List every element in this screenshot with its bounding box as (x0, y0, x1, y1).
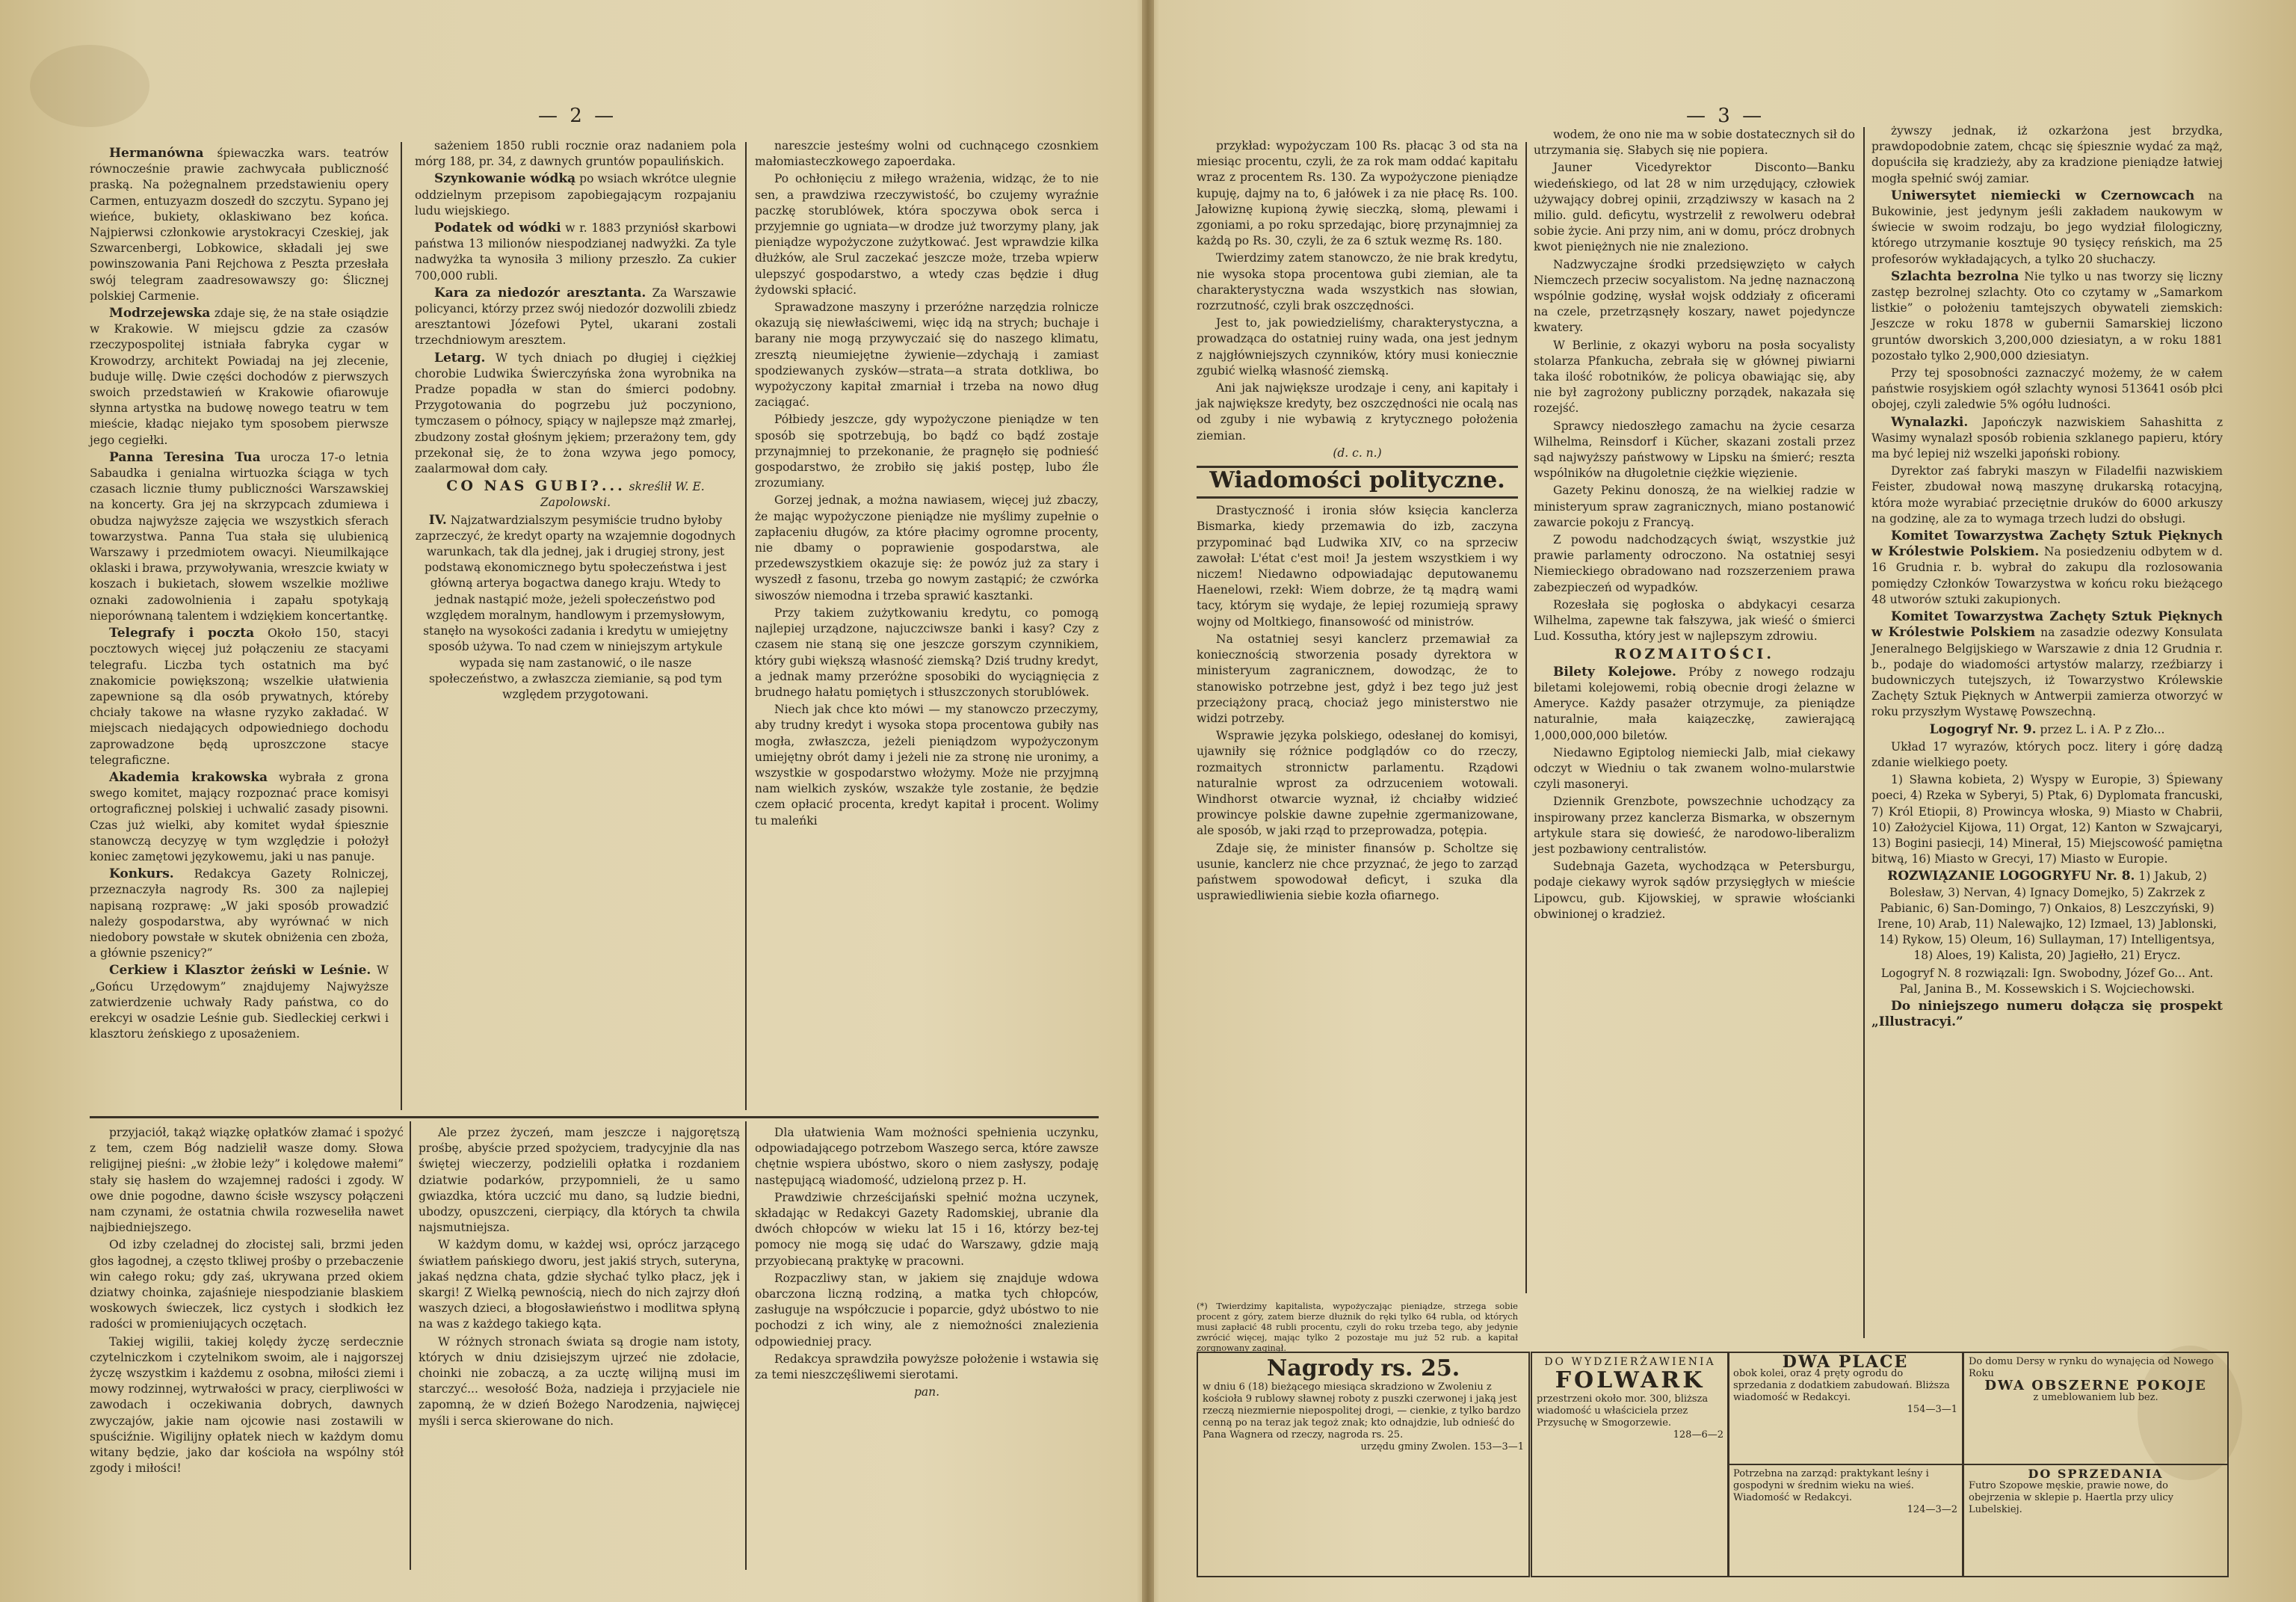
right-column-1 (1197, 138, 1518, 1312)
article-text: Jest to, jak powiedzieliśmy, charakterystyczna, a prowadząca do ostatniej ruiny wada, ona jest jednym z najgłówniejszych czynników, który musi koniecznie zgubić wielką własność ziemską. (1197, 316, 1518, 378)
article-text: Układ 17 wyrazów, których pocz. litery i górę dadzą zdanie wielkiego poety. (1871, 739, 2223, 769)
article-paragraph (1534, 127, 1855, 158)
left-column-1 (90, 146, 389, 1110)
article-paragraph (90, 963, 389, 1042)
article-heading: Uniwersytet niemiecki w Czernowcach (1891, 188, 2195, 203)
article-text: Rozpaczliwy stan, w jakiem się znajduje wdowa obarczona liczną rodziną, a matka tych chłopców, zasługuje na współczucie i poparcie, gdyż ubóstwo to nie pochodzi z ich winy, ale z niemożności znalezienia odpowiedniej pracy. (755, 1271, 1099, 1349)
ad-staff (1727, 1464, 1963, 1577)
article-paragraph (1871, 415, 2223, 463)
column-rule (1863, 127, 1865, 1338)
ad-reward (1197, 1352, 1530, 1577)
article-text: W każdym domu, w każdej wsi, oprócz jarzącego światłem pańskiego dworu, jest jakiś strych, suteryna, jakaś nędzna chata, gdzie słychać tylko płacz, jęk i skargi! Z Wielką pewnością, niech do nich zajrzy dłoń waszych dzieci, a błogosławieństwo i modlitwa spłyną na was z każdego takiego kąta. (419, 1238, 740, 1331)
article-text: W różnych stronach świata są drogie nam istoty, których w dniu dzisiejszym ujrzeć nie zdołacie, choinki nie zobaczą, a za ucztę wilijną musi im starczyć... wesołość Boża, nadzieja i przyjaciele nie zapomną, że w dzień Bożego Narodzenia, najwięcej myśli i serca skierowane do nich. (419, 1334, 740, 1428)
article-paragraph (1534, 745, 1855, 793)
column-rule (1525, 142, 1527, 1293)
article-paragraph (1197, 841, 1518, 905)
ad-place-text: obok kolei, oraz 4 pręty ogrodu do sprzedania z dodatkiem zabudowań. Bliższa wiadomość w Redakcyi. (1733, 1368, 1950, 1403)
article-text: Takiej wigilii, takiej kolędy życzę serdecznie czytelniczkom i czytelnikom swoim, ale i najgorszej życzę wszystkim i każdemu z osobna, miłości ziemi i mowy rodzinnej, wytrwałości w pracy, cierpliwości w zawodach i oczekiwania dobrych, dawnych zwyczajów, jakie nam ojcowie nasi zostawili w spuściźnie. Wigilijny opłatek niech w każdym domu witany będzie, jako dar kościoła na wspólny stół zgody i miłości! (90, 1334, 404, 1476)
article-paragraph (1534, 532, 1855, 596)
article-text: skreślił W. E. Zapolowski. (540, 480, 705, 510)
ad-sale-title: DO SPRZEDANIA (2028, 1467, 2164, 1481)
article-paragraph (90, 866, 389, 961)
article-paragraph (90, 1125, 404, 1236)
page-number: — 2 — (538, 105, 617, 127)
article-paragraph (90, 1237, 404, 1332)
article-text: W Berlinie, z okazyi wyboru na posła socyalisty stolarza Pfankucha, zebrała się w głównej piwiarni taka ilość robotników, że policya obawiając się, aby nie był zagrożony publiczny porządek, nakazała się rozejść. (1534, 338, 1855, 416)
article-paragraph (755, 1271, 1099, 1350)
article-paragraph (419, 1334, 740, 1429)
article-text: W tych dniach po długiej i ciężkiej chorobie Ludwika Świerczyńska żona wyrobnika na Pradze popadła w stan do śmierci podobny. Przygotowania do pogrzebu już poczyniono, tymczasem o północy, spiący w najlepsze mąż zmarłej, zbudzony został głośnym jękiem; przerażony tem, gdy przekonał się, że to żona wzywa jego pomocy, zaalarmował dom cały. (415, 351, 736, 476)
article-heading: IV. (428, 512, 447, 528)
article-heading: Cerkiew i Klasztor żeński w Leśnie. (109, 963, 371, 979)
column-rule (745, 1121, 747, 1570)
article-paragraph (415, 513, 736, 703)
article-paragraph (419, 1237, 740, 1332)
article-paragraph (90, 1334, 404, 1477)
article-text: nareszcie jesteśmy wolni od cuchnącego czosnkiem małomiasteczkowego zapoerdaka. (755, 139, 1099, 169)
ad-reward-text: w dniu 6 (18) bieżącego miesiąca skradziono w Zwoleniu z kościoła 9 rublowy sławnej roboty z puszki czerwonej i jaką jest rzeczą niezmiernie niepospolitej drogi, — cienkie, z tylko bardzo cenną po na teraz jak tegoż znak; kto odnajdzie, lub odnieść do Pana Wagnera od rzeczy, nagroda rs. 25. (1203, 1381, 1521, 1441)
ad-rooms-title: DWA OBSZERNE POKOJE (1984, 1378, 2207, 1393)
right-page (1148, 0, 2296, 1602)
article-text: zdaje się, że na stałe osiądzie w Krakowie. W miejscu gdzie za czasów rzeczypospolitej istniała fabryka cygar w Krowodrzy, architekt Powiadaj na jej zlecenie, buduje willę. Dwie części dochodów z pierwszych swoich przedstawień w Krakowie ofiarowuje słynna artystka na budowę nowego teatru w tem mieście, kładąc niejako tym sposobem pierwsze jego cegiełki. (90, 306, 389, 447)
article-text: Przy tej sposobności zaznaczyć możemy, że w całem państwie rosyjskiem ogół szlachty wynosi 513641 osób płci obojej, czyli zaledwie 5% ogółu ludności. (1871, 366, 2223, 412)
article-paragraph (1871, 366, 2223, 413)
ad-reward-title: Nagrody rs. 25. (1266, 1355, 1460, 1381)
article-text: Redakcya sprawdziła powyższe położenie i wstawia się za temi nieszczęśliwemi sierotami. (755, 1352, 1099, 1382)
article-text: Z powodu nadchodzących świąt, wszystkie już prawie parlamenty odroczono. Na ostatniej sesyi Niemieckiego obradowano nad rozszerzeniem prawa zabezpieczeń od wypadków. (1534, 533, 1855, 594)
article-text: Niech jak chce kto mówi — my stanowczo przeczymy, aby trudny kredyt i wysoka stopa procentowa gubiły nas mogła, zwłaszcza, jeżeli pieniądzom wypożyczonym umiejętny obrót damy i jeżeli nie za stronę nie uronimy, a wszystkie w gospodarstwo włożymy. Może nie przyjmną nam wielkich zysków, wszakże tyle zostanie, że będzie czem opłacić procenta, kredyt kapitał i procent. Wolimy tu maleńki (755, 703, 1099, 828)
article-heading: CO NAS GUBI?... (446, 478, 626, 495)
article-text: Gorzej jednak, a można nawiasem, więcej już zbaczy, że mając wypożyczone pieniądze nie myślimy zupełnie o zapłaceniu długów, za które płacimy ogromne procenty, nie dbamy o poprawienie gospodarstwa, ale przedewszystkiem okazuje się: że powóz już za stary i wyszedł z fasonu, trzeba go nowym zastąpić; że czwórka siwoszów niemodna i trzeba sprawić kasztanki. (755, 493, 1099, 603)
left-column-2 (415, 138, 736, 1110)
article-text: urocza 17-o letnia Sabaudka i genialna wirtuozka ściąga w tych czasach licznie tłumy publiczności Warszawskiej na koncerty. Gra jej na skrzypcach zdumiewa i obudza najwyższe zajęcia we wszystkich sferach towarzystwa. Panna Tua stała się ulubienicą Warszawy i przedmiotem owacyi. Nieumilkające oklaski i brawa, przywoływania, wreszcie kwiaty w koszach i bukietach, słowem wszelkie możliwe oznaki zadowolnienia i zapału spotykają nieporównaną talentem i wdziękiem koncertantkę. (90, 450, 389, 623)
article-text: pan. (913, 1385, 940, 1399)
ad-folwark-pre: DO WYDZIERŻAWIENIA (1544, 1356, 1716, 1368)
article-text: Drastyczność i ironia słów księcia kanclerza Bismarka, kiedy przemawia do izb, zaczyna przypominać bąd Ludwika XIV, co na sprzeciw zawołał: L'état c'est moi! Ja jestem wszystkiem i wy niczem! Niedawno odpowiadając deputowanemu Haenelowi, rzekł: Wiem dobrze, że tą mądrą wami tacy, którym się wydaje, że lepiej rozumieją sprawy wojny od Moltkiego, finansowość od ministrów. (1197, 504, 1518, 629)
article-paragraph (90, 146, 389, 304)
article-text: na Bukowinie, jest jedynym jeśli zakładem naukowym w świecie w swoim rodzaju, bo jego wydział filologiczny, którego utrzymanie kosztuje 90 tysięcy reńskich, ma 25 profesorów wykładających, a tylko 20 słuchaczy. (1871, 188, 2223, 266)
article-paragraph (90, 306, 389, 449)
article-heading: Do niniejszego numeru dołącza się prospekt „Illustracyi.” (1871, 998, 2223, 1030)
article-paragraph (1534, 257, 1855, 336)
article-text: Jauner Vicedyrektor Disconto—Banku wiedeńskiego, od lat 28 w nim urzędujący, człowiek używający dobrej opinii, zrządziwszy w kasach na 2 milio. guld. deficytu, wystrzelił z rewolweru odebrał sobie życie. Ani przy nim, ani w domu, prócz drobnych kwot pieniężnych nie nie znaleziono. (1534, 161, 1855, 254)
article-text: Dla ułatwienia Wam możności spełnienia uczynku, odpowiadającego potrzebom Waszego serca, które zawsze chętnie wspiera ubóstwo, skoro o niem zasłyszy, podaję następującą wiadomość, udzieloną przez p. H. (755, 1126, 1099, 1187)
article-paragraph (1534, 665, 1855, 744)
right-column-2 (1534, 127, 1855, 1338)
article-text: Wsprawie języka polskiego, odesłanej do komisyi, ujawniły się różnice podglądów co do rzeczy, rozmaitych stronnictw parlamentu. Rządowi naturalnie wprost za odrzuceniem wotowali. Windhorst otwarcie wyznał, iż chciałby widzieć prowincye polskie dawne zupełnie zgermanizowane, ale sposób, w jaki rząd to przeprowadza, potępia. (1197, 729, 1518, 838)
article-paragraph (1871, 722, 2223, 738)
article-paragraph (1197, 466, 1518, 499)
article-text: Po ochłonięciu z miłego wrażenia, widząc, że to nie sen, a prawdziwa rzeczywistość, bo czujemy wyraźnie paczkę storublówek, która spoczywa obok serca i przyjemnie go ugniata—w drodze już tworzymy plany, jak pieniądze wypożyczone zużytkować. Jest wprawdzie kilka dłużków, ale Srul zaczekać jeszcze może, trzeba wpierw ulepszyć gospodarstwo, a wtedy czas będzie i dług żydowski spłacić. (755, 172, 1099, 297)
ad-rooms-text: Do domu Dersy w rynku do wynajęcia od Nowego Roku (1969, 1356, 2214, 1379)
article-paragraph (1534, 483, 1855, 531)
article-heading: Wiadomości polityczne. (1209, 467, 1505, 494)
article-paragraph (1197, 503, 1518, 630)
article-paragraph (1534, 794, 1855, 857)
article-heading: Szynkowanie wódką (434, 171, 576, 187)
article-heading: Kara za niedozór aresztanta. (434, 285, 646, 301)
article-paragraph (415, 478, 736, 511)
article-paragraph (1871, 609, 2223, 720)
article-paragraph (1197, 632, 1518, 727)
article-text: wodem, że ono nie ma w sobie dostatecznych sił do utrzymania się. Słabych się nie popiera. (1534, 128, 1855, 158)
article-paragraph (415, 351, 736, 478)
ad-place-num: 154—3—1 (1907, 1404, 1957, 1415)
article-heading: Telegrafy i poczta (109, 626, 255, 641)
article-text: przyjaciół, takąż wiązkę opłatków złamać i spożyć z tem, czem Bóg nadzielił wasze domy. Słowa religijnej pieśni: „w żłobie leży” i kolędowe małemi” stały się hasłem do wzajemnej radości i zgody. W owe dnie pogodne, dawno ścisłe wszyscy połączeni nam czynami, że ostatnia chwila rozweseliła nawet najbiedniejszego. (90, 1126, 404, 1235)
article-text: Nie tylko u nas tworzy się liczny zastęp bezrolnej szlachty. Oto co czytamy w „Samarkom listkie” o położeniu tamtejszych obywateli ziemskich: Jeszcze w roku 1878 w gubernii Samarskiej liczono gruntów dworskich 3,200,000 dziesiatyn, a w roku 1881 pozostało tylko 2,900,000 dziesiatyn. (1871, 269, 2224, 363)
article-paragraph (1871, 463, 2223, 527)
article-paragraph (1871, 966, 2223, 997)
article-paragraph (1534, 338, 1855, 417)
article-text: 1) Sławna kobieta, 2) Wyspy w Europie, 3) Śpiewany poeci, 4) Rzeka w Syberyi, 5) Ptak, 6) Dyplomata francuski, 7) Król Etiopii, 8) Prowincya włoska, 9) Miasto w Chabrii, 10) Założyciel Kijowa, 11) Orgat, 12) Kanton w Szwajcaryi, 13) Bogini pasiecji, 14) Minerał, 15) Miejscowość pamiętna bitwą, 16) Miasto w Grecyi, 17) Miasto w Europie. (1871, 773, 2223, 866)
article-text: śpiewaczka wars. teatrów równocześnie prawie zachwycała publiczność praską. Na pożegnalnem przedstawieniu opery Carmen, entuzyazm doszedł do szczytu. Sypano jej wieńce, bukiety, oklaskiwano bez końca. Najpierwsi członkowie arystokracyi Czeskiej, jak Szwarcenbergi, Lobkowice, składali jej swe powinszowania Pani Rejchowa z Peszta przesłała swój telegram zaadresowawszy go: Ślicznej polskiej Carmenie. (90, 147, 389, 303)
article-heading: Panna Teresina Tua (109, 449, 261, 465)
ad-folwark-text: przestrzeni około mor. 300, bliższa wiadomość u właściciela przez Przysuchę w Smogorzewie. (1537, 1393, 1709, 1429)
article-text: Ani jak największe urodzaje i ceny, ani kapitały i jak największe kredyty, bez oszczędności nie ocalą nas od zguby i nie wybawią z krytycznego położenia ziemian. (1197, 381, 1518, 443)
article-paragraph (419, 1125, 740, 1236)
article-text: Za Warszawie policyanci, którzy przez swój niedozór dozwolili zbiedz aresztantowi Józefowi Pytel, ukarani zostali trzechdniowym aresztem. (415, 286, 736, 348)
article-heading: Letarg. (434, 350, 486, 366)
article-heading: ROZWIĄZANIE LOGOGRYFU Nr. 8. (1887, 869, 2135, 884)
article-paragraph (415, 138, 736, 170)
article-paragraph (1871, 123, 2223, 187)
article-text: Najzatwardzialszym pesymiście trudno byłoby zaprzeczyć, że kredyt oparty na wzajemnie dogodnych warunkach, tak dla jednej, jak i drugiej strony, jest podstawą ekonomicznego bytu społeczeństwa i jest główną arterya bogactwa danego kraju. Wtedy to jednak nastąpić może, jeżeli społeczeństwo pod względem moralnym, handlowym i przemysłowym, stanęło na wysokości zadania i kredytu w umiejętny sposób używa. To nad czem w niniejszym artykule wypada się nam zastanowić, o ile nasze społeczeństwo, a zwłaszcza ziemianie, są pod tym względem przygotowani. (415, 513, 736, 701)
article-text: Na posiedzeniu odbytem w d. 16 Grudnia r. b. wybrał do zakupu dla rozlosowania pomiędzy Członków Towarzystwa w końcu roku bieżącego 48 utworów sztuki zakupionych. (1871, 545, 2223, 606)
article-paragraph (1197, 728, 1518, 839)
left-bottom-column-3 (755, 1125, 1099, 1566)
article-text: Dziennik Grenzbote, powszechnie uchodzący za inspirowany przez kanclerza Bismarka, w obszernym artykule stara się dowieść, że narodowo-liberalizm jest pozbawiony centralistów. (1534, 795, 1855, 856)
article-paragraph (755, 702, 1099, 829)
article-text: Około 150, stacyi pocztowych więcej już połączeniu ze stacyami telegrafu. Liczba tych ostatnich ma być znakomicie powiększoną; wszelkie ułatwienia zapewnione są dla osób prywatnych, któreby chciały takowe na własne ryzyko zakładać. W miejscach niedających odpowiedniego dochodu zaprowadzone będą uproszczone stacye telegraficzne. (90, 626, 389, 767)
horizontal-rule (90, 1116, 1099, 1118)
article-heading: Logogryf Nr. 9. (1929, 721, 2037, 737)
ad-sale-text: Futro Szopowe męskie, prawie nowe, do obejrzenia w sklepie p. Haertla przy ulicy Lubelskiej. (1969, 1480, 2174, 1515)
article-paragraph (1871, 772, 2223, 867)
ad-folwark (1531, 1352, 1729, 1577)
article-paragraph (1197, 381, 1518, 444)
ad-folwark-num: 128—6—2 (1673, 1429, 1723, 1441)
article-text: po wsiach wkrótce ulegnie oddzielnym przepisom zapobiegającym rozpajaniu ludu wiejskiego. (415, 172, 736, 218)
ad-sale (1963, 1464, 2229, 1577)
footnote: (*) Twierdzimy kapitalista, wypożyczając pieniądze, strzega sobie procent z góry, zatem bierze dłużnik do ręki tylko 64 rubla, od których musi zapłacić 48 rubli procentu, czyli do roku trzeba tego, aby jedynie zwrócić więcej, mając tylko 2 pozostaje mu już 52 rub. a kapitał zorgnowany zaginął. (1197, 1301, 1518, 1353)
article-text: (d. c. n.) (1333, 446, 1382, 460)
article-paragraph (1871, 188, 2223, 268)
article-paragraph (755, 1352, 1099, 1383)
article-paragraph (90, 770, 389, 865)
ad-rooms (1963, 1352, 2229, 1465)
article-paragraph (1871, 529, 2223, 608)
article-text: Logogryf N. 8 rozwiązali: Ign. Swobodny, Józef Go... Ant. Pal, Janina B., M. Kossewskich i S. Wojciechowski. (1880, 966, 2214, 996)
article-paragraph (1197, 315, 1518, 379)
article-text: przykład: wypożyczam 100 Rs. płacąc 3 od sta na miesiąc procentu, czyli, że za rok mam oddać kapitału wraz z procentem Rs. 130. Za wypożyczone pieniądze kupuję, dajmy na to, 6 jałówek i za nie płacę Rs. 100. Jałowiznę kupioną żywię sieczką, słomą, plewami i zgoniami, a po roku sprzedając, biorę przynajmniej za każdą po Rs. 30, czyli, że za 6 sztuk wezmę Rs. 180. (1197, 139, 1518, 248)
article-paragraph (1197, 446, 1518, 461)
article-paragraph (755, 171, 1099, 298)
article-text: Japończyk nazwiskiem Sahashitta z Wasimy wynalazł sposób robienia szklanego papieru, który ma być lepiej niż wszelki japoński robiony. (1871, 415, 2223, 461)
article-text: Przy takiem zużytkowaniu kredytu, co pomogą najlepiej urządzone, najuczciwsze banki i kasy? Czy z czasem nie staną się one jeszcze gorszym czynnikiem, który gubi większą własność ziemską? Dziś trudny kredyt, a jednak mamy przeróżne sposobiki do wyciągnięcia z brudnego hałatu pomiętych i stłuszczonych storublówek. (755, 606, 1099, 699)
article-paragraph (1534, 160, 1855, 255)
article-paragraph (755, 493, 1099, 603)
article-paragraph (1534, 597, 1855, 645)
article-text: na zasadzie odezwy Konsulata Jeneralnego Belgijskiego w Warszawie z dnia 12 Grudnia r. b., podaje do wiadomości artystów malarzy, rzeźbiarzy i budowniczych tutejszych, iż Towarzystwo Królewskie Zachęty Sztuk Pięknych w Antwerpii zamierza otworzyć w roku przyszłym Wystawę Powszechną. (1871, 626, 2224, 719)
article-paragraph (755, 1190, 1099, 1269)
ad-place-title: DWA PLACE (1782, 1352, 1909, 1372)
article-text: żywszy jednak, iż ozkarżona jest brzydka, prawdopodobnie zatem, chcąc się śpiesznie wydać za mąż, dopuściła się kradzieży, aby za kradzione pieniądze łatwiej mogła spełnić swój zamiar. (1871, 124, 2223, 185)
article-text: Próby z nowego rodzaju biletami kolejowemi, robią obecnie drogi żelazne w Ameryce. Każdy pasażer otrzymuje, za pieniądze naturalnie, mała kaiązeczkę, zawierającą 1,000,000,000 biletów. (1534, 665, 1855, 742)
article-paragraph (755, 412, 1099, 491)
article-text: Dyrektor zaś fabryki maszyn w Filadelfii nazwiskiem Feister, zbudował nową maszynę drukarską rotacyjną, która może wyrabiać przeciętnie druków do 6000 arkuszy na godzinę, ale za to wymaga trzech ludzi do obsługi. (1871, 464, 2223, 526)
article-heading: Konkurs. (109, 866, 174, 882)
ad-staff-text: Potrzebna na zarząd: praktykant leśny i gospodyni w średnim wieku na wieś. Wiadomość w Redakcyi. (1733, 1468, 1929, 1503)
article-text: Ale przez życzeń, mam jeszcze i najgorętszą prośbę, abyście przed spożyciem, tradycyjnie dla nas świętej wieczerzy, podzielili opłatka i rozdaniem dziatwie podarków, przypomnieli, że u samo gwiazdka, która uczcić mu dano, są ludzie biedni, ubodzy, opuszczeni, cierpiący, dla których ta chwila najsmutniejsza. (419, 1126, 740, 1235)
article-heading: Wynalazki. (1891, 414, 1969, 430)
article-paragraph (90, 450, 389, 624)
article-text: Sprawcy niedoszłego zamachu na życie cesarza Wilhelma, Reinsdorf i Kücher, skazani zostali przez sąd najwyższy państwowy w Lipsku na śmierć; reszta wspólników na długoletnie ciężkie więzienie. (1534, 419, 1855, 481)
article-paragraph (1871, 739, 2223, 771)
article-paragraph (1871, 999, 2223, 1030)
article-paragraph (755, 606, 1099, 700)
left-bottom-column-2 (419, 1125, 740, 1566)
article-heading: Bilety Kolejowe. (1553, 664, 1676, 680)
article-text: Sudebnaja Gazeta, wychodząca w Petersburgu, podaje ciekawy wyrok sądów przysięgłych w mieście Lipowcu, gub. Kijowskiej, w sprawie włościanki obwinionej o kradzież. (1534, 860, 1855, 921)
article-paragraph (90, 626, 389, 768)
article-text: wybrała z grona swego komitet, mający rozpoznać prace komisyi ortograficznej polskiej i uchwalić zasady pisowni. Czas już wielki, aby komitet wydał śpiesznie stanowczą decyzyę w tym względzie i położył koniec zamętowi językowemu, jaki u nas panuje. (90, 770, 389, 863)
article-paragraph (755, 1125, 1099, 1189)
article-text: Gazety Pekinu donoszą, że na wielkiej radzie w ministeryum spraw zagranicznych, miano postanowić zawarcie pokoju z Francyą. (1534, 484, 1855, 529)
article-text: Na ostatniej sesyi kanclerz przemawiał za koniecznością stworzenia posady dyrektora w ministeryum zagranicznem, dowodząc, że to stanowisko potrzebne jest, gdyż i bez tego już jest przeciążony pracą, chociaż jego ministerstwo nie widzi potrzeby. (1197, 632, 1518, 725)
ad-place (1727, 1352, 1963, 1465)
article-paragraph (1197, 250, 1518, 314)
article-text: sażeniem 1850 rubli rocznie oraz nadaniem pola mórg 188, pr. 34, z dawnych gruntów popaulińskich. (415, 139, 736, 169)
article-text: Nadzwyczajne środki przedsięwzięto w całych Niemczech przeciw socyalistom. Na jednę naznaczoną wspólnie godzinę, wysłał wojsk oddziały z oficerami na czele, przetrząsnęły koszary, nawet pojedyncze kwatery. (1534, 257, 1855, 335)
left-bottom-column-1 (90, 1125, 404, 1566)
article-paragraph (1871, 869, 2223, 964)
article-paragraph (415, 221, 736, 284)
article-text: w r. 1883 przyniósł skarbowi państwa 13 milionów niespodzianej nadwyżki. Za tyle nadwyżka ta wynosiła 3 miliony przeszło. Za cukier 700,000 rubli. (415, 221, 736, 283)
article-heading: Szlachta bezrolna (1891, 268, 2019, 284)
article-heading: Hermanówna (109, 146, 204, 161)
article-paragraph (755, 138, 1099, 170)
article-paragraph (1534, 859, 1855, 922)
left-column-3 (755, 138, 1099, 1110)
page-number: — 3 — (1686, 105, 1765, 127)
article-heading: Akademia krakowska (109, 769, 268, 785)
ad-folwark-title: FOLWARK (1555, 1367, 1706, 1393)
article-heading: ROZMAITOŚCI. (1614, 645, 1774, 662)
article-text: Niedawno Egiptolog niemiecki Jalb, miał ciekawy odczyt w Wiedniu o tak zwanem wolno-mularstwie czyli masoneryi. (1534, 745, 1855, 792)
article-text: Sprawadzone maszyny i przeróżne narzędzia rolnicze okazują się niewłaściwemi, więc idą na strych; buchaje i barany nie mogą przywyczaić się do naszego klimatu, zresztą nieumiejętne żywienie—zdychają i zamiast spodziewanych zysków—strata—a strata dotkliwa, bo wypożyczony kapitał zmarniał i trzeba na nowo dług zaciągać. (755, 301, 1099, 410)
article-paragraph (1197, 138, 1518, 249)
article-text: Prawdziwie chrześcijański spełnić można uczynek, składając w Redakcyi Gazety Radomskiej, ubranie dla dwóch chłopców w wieku lat 15 i 16, którzy bez-tej pomocy nie mogą się udać do Warszawy, gdzie mają przyobiecaną praktykę w pracowni. (755, 1190, 1099, 1268)
article-text: 1) Jakub, 2) Bolesław, 3) Nervan, 4) Ignacy Domejko, 5) Zakrzek z Pabianic, 6) San-Domingo, 7) Onkaios, 8) Leszczyński, 9) Irene, 10) Arab, 11) Nalewajko, 12) Izmael, 13) Jablonski, 14) Rykow, 15) Oleum, 16) Sullayman, 17) Intelligentsya, 18) Aloes, 19) Kalista, 20) Jagiełło, 21) Erycz. (1877, 869, 2218, 963)
article-paragraph (755, 300, 1099, 410)
column-rule (745, 142, 747, 1110)
article-paragraph (1534, 419, 1855, 482)
article-paragraph (415, 171, 736, 219)
article-text: Redakcya Gazety Rolniczej, przeznaczyła nagrody Rs. 300 za najlepiej napisaną rozprawę: „W jaki sposób prowadzić należy gospodarstwa, aby wyrównać w nich niedobory powstałe w skutek obniżenia cen zboża, a głównie pszenicy?” (90, 867, 389, 961)
right-column-3 (1871, 123, 2223, 1529)
article-text: Rozesłała się pogłoska o abdykacyi cesarza Wilhelma, zapewne tak fałszywa, jak wieść o śmierci Lud. Kossutha, który jest w najlepszym zdrowiu. (1534, 597, 1855, 644)
article-paragraph (1534, 647, 1855, 663)
article-text: przez L. i A. P z Zło... (2040, 722, 2165, 736)
ad-staff-num: 124—3—2 (1907, 1504, 1957, 1515)
article-paragraph (415, 286, 736, 349)
article-text: W „Gońcu Urzędowym” znajdujemy Najwyższe zatwierdzenie uchwały Rady państwa, co do erekcyi w osadzie Leśnie gub. Siedleckiej cerkwi i klasztoru żeńskiego z uposażeniem. (90, 964, 389, 1041)
column-rule (410, 1121, 411, 1570)
article-heading: Podatek od wódki (434, 221, 561, 236)
column-rule (401, 142, 402, 1110)
article-heading: Komitet Towarzystwa Zachęty Sztuk Pięknych w Królestwie Polskiem. (1871, 529, 2223, 560)
article-text: Zdaje się, że minister finansów p. Scholtze się usunie, kanclerz nie chce przyznać, że jego to zarząd państwem spowodował deficyt, i szuka dla usprawiedliwienia siebie kozła ofiarnego. (1197, 841, 1518, 903)
article-paragraph (1871, 269, 2223, 364)
article-heading: Modrzejewska (109, 306, 211, 321)
article-paragraph (755, 1384, 1099, 1400)
article-text: Twierdzimy zatem stanowczo, że nie brak kredytu, nie wysoka stopa procentowa gubi ziemian, ale ta charakterystyczna wada wszystkich nas słowian, rozrzutność, czyli brak oszczędności. (1197, 251, 1518, 313)
article-heading: Komitet Towarzystwa Zachęty Sztuk Pięknych w Królestwie Polskiem (1871, 609, 2223, 641)
article-text: Od izby czeladnej do złocistej sali, brzmi jeden głos łagodnej, a często tkliwej prośby o przebaczenie win całego roku; gdy zaś, ukrywana przed okiem dziatwy choinka, zajaśnieje niespodzianie blaskiem woskowych świeczek, licz cystych i słodkich łez radości w promieniujących oczętach. (90, 1238, 404, 1331)
article-text: Półbiedy jeszcze, gdy wypożyczone pieniądze w ten sposób się spotrzebują, bo bądź co bądź zostaje przynajmniej to przekonanie, że pragnęło się podnieść gospodarstwo, że zrobiło się jakiś postęp, lubo źle zrozumiany. (755, 413, 1099, 490)
ad-reward-sign: urzędu gminy Zwolen. 153—3—1 (1360, 1441, 1524, 1452)
ad-rooms-sub: z umeblowaniem lub bez. (2033, 1392, 2158, 1403)
